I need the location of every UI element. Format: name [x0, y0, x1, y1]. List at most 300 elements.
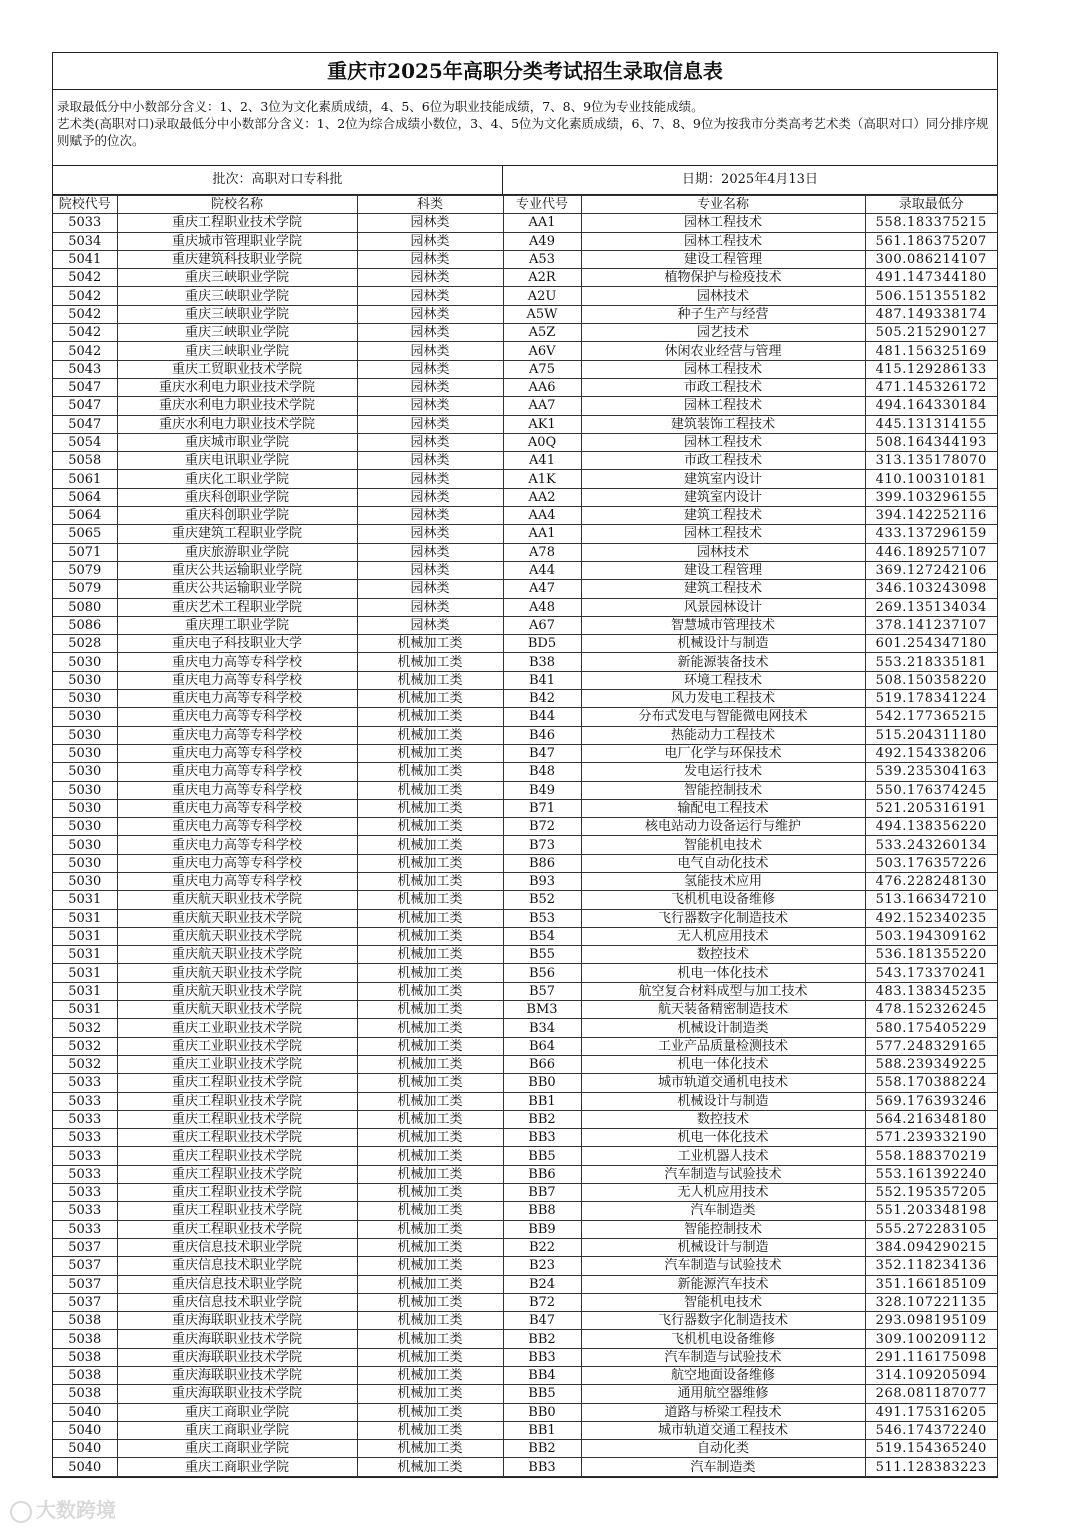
table-row [53, 763, 997, 781]
cell-school-code: 5031 [53, 964, 117, 982]
cell-min-score: 546.174372240 [865, 1421, 997, 1439]
cell-school-code: 5030 [53, 799, 117, 817]
header-school-name: 院校名称 [117, 196, 357, 214]
cell-category: 园林类 [357, 415, 503, 433]
table-row [53, 232, 997, 250]
cell-school-code: 5037 [53, 1238, 117, 1256]
cell-min-score: 503.176357226 [865, 854, 997, 872]
cell-major-code: B72 [503, 1293, 581, 1311]
cell-major-name: 工业机器人技术 [581, 1147, 865, 1165]
cell-school-name: 重庆工程职业技术学院 [117, 1110, 357, 1128]
cell-major-name: 智慧城市管理技术 [581, 616, 865, 634]
cell-major-code: BB3 [503, 1348, 581, 1366]
table-row [53, 1037, 997, 1055]
cell-min-score: 503.194309162 [865, 927, 997, 945]
cell-school-code: 5043 [53, 360, 117, 378]
cell-major-code: A2R [503, 269, 581, 287]
table-row [53, 305, 997, 323]
cell-category: 园林类 [357, 397, 503, 415]
cell-min-score: 300.086214107 [865, 250, 997, 268]
table-row [53, 324, 997, 342]
cell-category: 园林类 [357, 598, 503, 616]
cell-school-name: 重庆工商职业学院 [117, 1421, 357, 1439]
cell-min-score: 491.175316205 [865, 1403, 997, 1421]
cell-school-code: 5038 [53, 1367, 117, 1385]
cell-school-name: 重庆航天职业技术学院 [117, 891, 357, 909]
cell-min-score: 553.218335181 [865, 653, 997, 671]
cell-school-code: 5030 [53, 744, 117, 762]
table-row [53, 470, 997, 488]
cell-school-name: 重庆科创职业学院 [117, 507, 357, 525]
cell-school-name: 重庆海联职业技术学院 [117, 1348, 357, 1366]
cell-major-name: 建筑装饰工程技术 [581, 415, 865, 433]
cell-category: 机械加工类 [357, 799, 503, 817]
cell-category: 园林类 [357, 433, 503, 451]
cell-category: 机械加工类 [357, 891, 503, 909]
cell-category: 机械加工类 [357, 1220, 503, 1238]
cell-school-code: 5080 [53, 598, 117, 616]
cell-school-code: 5086 [53, 616, 117, 634]
cell-major-name: 道路与桥梁工程技术 [581, 1403, 865, 1421]
table-row [53, 1165, 997, 1183]
cell-major-name: 机械设计与制造 [581, 1238, 865, 1256]
cell-school-name: 重庆电力高等专科学校 [117, 690, 357, 708]
table-row [53, 1385, 997, 1403]
cell-category: 机械加工类 [357, 1202, 503, 1220]
cell-category: 机械加工类 [357, 946, 503, 964]
table-row [53, 708, 997, 726]
cell-school-name: 重庆工业职业技术学院 [117, 1055, 357, 1073]
cell-school-code: 5033 [53, 1074, 117, 1092]
table-row [53, 1074, 997, 1092]
cell-major-code: AA7 [503, 397, 581, 415]
cell-school-code: 5031 [53, 982, 117, 1000]
cell-major-code: B42 [503, 690, 581, 708]
table-row [53, 1110, 997, 1128]
cell-major-name: 电厂化学与环保技术 [581, 744, 865, 762]
cell-category: 园林类 [357, 250, 503, 268]
cell-min-score: 346.103243098 [865, 580, 997, 598]
cell-school-code: 5030 [53, 726, 117, 744]
cell-school-code: 5037 [53, 1275, 117, 1293]
cell-category: 机械加工类 [357, 1147, 503, 1165]
cell-category: 机械加工类 [357, 1421, 503, 1439]
table-row [53, 1202, 997, 1220]
cell-school-code: 5031 [53, 946, 117, 964]
cell-major-name: 城市轨道交通工程技术 [581, 1421, 865, 1439]
cell-major-code: BB6 [503, 1165, 581, 1183]
cell-school-name: 重庆海联职业技术学院 [117, 1330, 357, 1348]
table-row [53, 690, 997, 708]
cell-school-name: 重庆旅游职业学院 [117, 543, 357, 561]
cell-category: 机械加工类 [357, 708, 503, 726]
cell-category: 园林类 [357, 470, 503, 488]
cell-school-name: 重庆航天职业技术学院 [117, 964, 357, 982]
cell-major-code: A67 [503, 616, 581, 634]
cell-major-code: BB2 [503, 1110, 581, 1128]
cell-major-code: BB7 [503, 1184, 581, 1202]
cell-major-code: BB5 [503, 1385, 581, 1403]
table-row [53, 1184, 997, 1202]
cell-category: 机械加工类 [357, 1001, 503, 1019]
cell-major-code: BB0 [503, 1074, 581, 1092]
cell-major-name: 机电一体化技术 [581, 1055, 865, 1073]
cell-category: 机械加工类 [357, 1440, 503, 1458]
cell-min-score: 515.204311180 [865, 726, 997, 744]
cell-category: 机械加工类 [357, 1330, 503, 1348]
table-row [53, 671, 997, 689]
cell-school-code: 5040 [53, 1421, 117, 1439]
cell-school-code: 5042 [53, 287, 117, 305]
cell-category: 机械加工类 [357, 854, 503, 872]
cell-major-name: 建筑工程技术 [581, 507, 865, 525]
cell-school-code: 5064 [53, 488, 117, 506]
cell-major-code: A2U [503, 287, 581, 305]
cell-school-name: 重庆化工职业学院 [117, 470, 357, 488]
cell-school-name: 重庆工业职业技术学院 [117, 1019, 357, 1037]
cell-school-name: 重庆建筑工程职业学院 [117, 525, 357, 543]
cell-school-code: 5047 [53, 415, 117, 433]
table-row [53, 214, 997, 232]
cell-major-code: A49 [503, 232, 581, 250]
cell-major-code: B34 [503, 1019, 581, 1037]
table-row [53, 836, 997, 854]
cell-major-code: A53 [503, 250, 581, 268]
table-row [53, 781, 997, 799]
cell-category: 机械加工类 [357, 982, 503, 1000]
cell-major-code: BB3 [503, 1129, 581, 1147]
cell-min-score: 505.215290127 [865, 324, 997, 342]
cell-school-name: 重庆海联职业技术学院 [117, 1367, 357, 1385]
cell-school-code: 5028 [53, 635, 117, 653]
cell-major-name: 自动化类 [581, 1440, 865, 1458]
cell-major-code: AA6 [503, 378, 581, 396]
table-row [53, 433, 997, 451]
cell-major-code: BB3 [503, 1458, 581, 1476]
cell-min-score: 269.135134034 [865, 598, 997, 616]
cell-school-code: 5038 [53, 1385, 117, 1403]
cell-major-code: B56 [503, 964, 581, 982]
cell-min-score: 551.203348198 [865, 1202, 997, 1220]
cell-school-code: 5032 [53, 1055, 117, 1073]
note-line: 录取最低分中小数部分含义：1、2、3位为文化素质成绩，4、5、6位为职业技能成绩，7、8、9位为专业技能成绩。 [57, 99, 704, 114]
cell-min-score: 478.152326245 [865, 1001, 997, 1019]
table-row [53, 507, 997, 525]
cell-category: 园林类 [357, 616, 503, 634]
cell-major-name: 汽车制造类 [581, 1202, 865, 1220]
cell-min-score: 483.138345235 [865, 982, 997, 1000]
cell-school-code: 5038 [53, 1330, 117, 1348]
table-row [53, 1257, 997, 1275]
cell-school-code: 5030 [53, 781, 117, 799]
table-row [53, 415, 997, 433]
cell-school-name: 重庆电子科技职业大学 [117, 635, 357, 653]
cell-school-name: 重庆航天职业技术学院 [117, 982, 357, 1000]
cell-school-code: 5061 [53, 470, 117, 488]
cell-major-name: 市政工程技术 [581, 378, 865, 396]
cell-category: 机械加工类 [357, 671, 503, 689]
cell-major-code: BB5 [503, 1147, 581, 1165]
cell-category: 园林类 [357, 452, 503, 470]
cell-min-score: 433.137296159 [865, 525, 997, 543]
cell-min-score: 533.243260134 [865, 836, 997, 854]
cell-min-score: 555.272283105 [865, 1220, 997, 1238]
cell-school-name: 重庆电力高等专科学校 [117, 799, 357, 817]
cell-major-code: B64 [503, 1037, 581, 1055]
cell-major-name: 无人机应用技术 [581, 1184, 865, 1202]
cell-major-code: AA1 [503, 214, 581, 232]
cell-min-score: 313.135178070 [865, 452, 997, 470]
table-row [53, 378, 997, 396]
cell-category: 园林类 [357, 287, 503, 305]
cell-min-score: 445.131314155 [865, 415, 997, 433]
cell-school-name: 重庆信息技术职业学院 [117, 1238, 357, 1256]
watermark-logo-icon [10, 1501, 32, 1523]
cell-major-code: A5Z [503, 324, 581, 342]
cell-school-code: 5058 [53, 452, 117, 470]
cell-major-code: A47 [503, 580, 581, 598]
table-row [53, 342, 997, 360]
cell-major-name: 汽车制造类 [581, 1458, 865, 1476]
cell-major-name: 市政工程技术 [581, 452, 865, 470]
cell-min-score: 328.107221135 [865, 1293, 997, 1311]
cell-category: 机械加工类 [357, 726, 503, 744]
cell-school-name: 重庆城市职业学院 [117, 433, 357, 451]
cell-school-name: 重庆工程职业技术学院 [117, 1147, 357, 1165]
cell-major-name: 植物保护与检疫技术 [581, 269, 865, 287]
cell-min-score: 399.103296155 [865, 488, 997, 506]
cell-min-score: 476.228248130 [865, 872, 997, 890]
cell-school-name: 重庆电力高等专科学校 [117, 763, 357, 781]
cell-major-code: A44 [503, 561, 581, 579]
cell-school-code: 5071 [53, 543, 117, 561]
cell-school-name: 重庆电讯职业学院 [117, 452, 357, 470]
cell-school-code: 5079 [53, 580, 117, 598]
cell-major-code: B49 [503, 781, 581, 799]
cell-school-name: 重庆工商职业学院 [117, 1440, 357, 1458]
cell-major-name: 通用航空器维修 [581, 1385, 865, 1403]
cell-major-name: 园林工程技术 [581, 433, 865, 451]
cell-major-name: 飞行器数字化制造技术 [581, 1312, 865, 1330]
batch-label: 批次：高职对口专科批 [53, 166, 503, 194]
cell-school-code: 5033 [53, 1220, 117, 1238]
cell-min-score: 369.127242106 [865, 561, 997, 579]
cell-school-code: 5042 [53, 324, 117, 342]
cell-major-name: 分布式发电与智能微电网技术 [581, 708, 865, 726]
cell-category: 机械加工类 [357, 653, 503, 671]
cell-category: 园林类 [357, 580, 503, 598]
cell-major-name: 航空地面设备维修 [581, 1367, 865, 1385]
cell-min-score: 571.239332190 [865, 1129, 997, 1147]
cell-major-name: 发电运行技术 [581, 763, 865, 781]
cell-min-score: 410.100310181 [865, 470, 997, 488]
cell-category: 机械加工类 [357, 1238, 503, 1256]
cell-school-name: 重庆工贸职业技术学院 [117, 360, 357, 378]
admission-info-sheet [52, 52, 998, 1478]
cell-min-score: 293.098195109 [865, 1312, 997, 1330]
cell-school-code: 5047 [53, 397, 117, 415]
date-label: 日期：2025年4月13日 [682, 172, 818, 187]
cell-major-code: B47 [503, 744, 581, 762]
cell-school-name: 重庆电力高等专科学校 [117, 653, 357, 671]
cell-school-code: 5030 [53, 671, 117, 689]
cell-school-code: 5042 [53, 305, 117, 323]
cell-major-code: A5W [503, 305, 581, 323]
watermark-text: 大数跨境 [36, 1498, 116, 1522]
cell-school-name: 重庆信息技术职业学院 [117, 1257, 357, 1275]
cell-min-score: 446.189257107 [865, 543, 997, 561]
cell-major-code: AA1 [503, 525, 581, 543]
table-row [53, 616, 997, 634]
cell-school-name: 重庆艺术工程职业学院 [117, 598, 357, 616]
cell-category: 机械加工类 [357, 1348, 503, 1366]
cell-min-score: 577.248329165 [865, 1037, 997, 1055]
table-row [53, 1458, 997, 1476]
cell-school-name: 重庆电力高等专科学校 [117, 836, 357, 854]
cell-school-name: 重庆三峡职业学院 [117, 269, 357, 287]
cell-min-score: 508.150358220 [865, 671, 997, 689]
table-row [53, 269, 997, 287]
cell-category: 园林类 [357, 342, 503, 360]
cell-major-code: B93 [503, 872, 581, 890]
cell-major-name: 智能控制技术 [581, 781, 865, 799]
table-row [53, 909, 997, 927]
cell-min-score: 542.177365215 [865, 708, 997, 726]
cell-school-name: 重庆电力高等专科学校 [117, 744, 357, 762]
cell-school-code: 5079 [53, 561, 117, 579]
cell-major-name: 园林工程技术 [581, 360, 865, 378]
table-row [53, 726, 997, 744]
cell-school-name: 重庆三峡职业学院 [117, 342, 357, 360]
cell-major-name: 汽车制造与试验技术 [581, 1257, 865, 1275]
cell-major-name: 新能源汽车技术 [581, 1275, 865, 1293]
cell-school-code: 5031 [53, 1001, 117, 1019]
cell-school-name: 重庆公共运输职业学院 [117, 561, 357, 579]
cell-min-score: 268.081187077 [865, 1385, 997, 1403]
cell-category: 机械加工类 [357, 1165, 503, 1183]
table-row [53, 818, 997, 836]
cell-school-name: 重庆电力高等专科学校 [117, 781, 357, 799]
cell-school-name: 重庆工程职业技术学院 [117, 214, 357, 232]
cell-major-name: 汽车制造与试验技术 [581, 1165, 865, 1183]
cell-min-score: 494.164330184 [865, 397, 997, 415]
cell-school-code: 5038 [53, 1348, 117, 1366]
cell-school-code: 5064 [53, 507, 117, 525]
cell-school-name: 重庆信息技术职业学院 [117, 1293, 357, 1311]
cell-major-name: 航天装备精密制造技术 [581, 1001, 865, 1019]
cell-category: 机械加工类 [357, 744, 503, 762]
cell-major-code: BB1 [503, 1421, 581, 1439]
cell-min-score: 492.152340235 [865, 909, 997, 927]
cell-school-name: 重庆工业职业技术学院 [117, 1037, 357, 1055]
cell-category: 园林类 [357, 507, 503, 525]
cell-school-code: 5030 [53, 653, 117, 671]
cell-min-score: 552.195357205 [865, 1184, 997, 1202]
cell-school-name: 重庆建筑科技职业学院 [117, 250, 357, 268]
cell-category: 园林类 [357, 543, 503, 561]
cell-school-code: 5047 [53, 378, 117, 396]
table-row [53, 964, 997, 982]
cell-major-name: 园林技术 [581, 543, 865, 561]
cell-major-code: BB0 [503, 1403, 581, 1421]
cell-major-name: 智能控制技术 [581, 1220, 865, 1238]
cell-major-name: 飞行器数字化制造技术 [581, 909, 865, 927]
cell-min-score: 508.164344193 [865, 433, 997, 451]
table-row [53, 561, 997, 579]
cell-major-name: 机电一体化技术 [581, 964, 865, 982]
cell-category: 机械加工类 [357, 1257, 503, 1275]
cell-school-name: 重庆工程职业技术学院 [117, 1202, 357, 1220]
cell-school-name: 重庆水利电力职业技术学院 [117, 415, 357, 433]
cell-min-score: 519.178341224 [865, 690, 997, 708]
cell-school-name: 重庆航天职业技术学院 [117, 946, 357, 964]
table-row [53, 1147, 997, 1165]
cell-category: 机械加工类 [357, 927, 503, 945]
cell-major-name: 数控技术 [581, 1110, 865, 1128]
cell-category: 机械加工类 [357, 1092, 503, 1110]
cell-min-score: 394.142252116 [865, 507, 997, 525]
cell-school-name: 重庆城市管理职业学院 [117, 232, 357, 250]
table-body [53, 214, 997, 1476]
cell-min-score: 588.239349225 [865, 1055, 997, 1073]
cell-major-code: BB8 [503, 1202, 581, 1220]
cell-school-code: 5031 [53, 891, 117, 909]
cell-school-name: 重庆电力高等专科学校 [117, 872, 357, 890]
cell-school-name: 重庆工程职业技术学院 [117, 1129, 357, 1147]
cell-major-code: B73 [503, 836, 581, 854]
cell-school-code: 5040 [53, 1440, 117, 1458]
cell-major-name: 种子生产与经营 [581, 305, 865, 323]
cell-major-name: 飞机机电设备维修 [581, 1330, 865, 1348]
cell-school-name: 重庆三峡职业学院 [117, 324, 357, 342]
cell-category: 机械加工类 [357, 1037, 503, 1055]
cell-category: 园林类 [357, 232, 503, 250]
cell-school-name: 重庆水利电力职业技术学院 [117, 397, 357, 415]
cell-major-name: 氢能技术应用 [581, 872, 865, 890]
cell-category: 机械加工类 [357, 1184, 503, 1202]
cell-category: 园林类 [357, 214, 503, 232]
cell-category: 机械加工类 [357, 964, 503, 982]
cell-min-score: 491.147344180 [865, 269, 997, 287]
cell-school-name: 重庆公共运输职业学院 [117, 580, 357, 598]
table-row [53, 525, 997, 543]
cell-school-name: 重庆工商职业学院 [117, 1458, 357, 1476]
cell-major-name: 智能机电技术 [581, 836, 865, 854]
cell-major-code: AA4 [503, 507, 581, 525]
cell-school-name: 重庆海联职业技术学院 [117, 1312, 357, 1330]
cell-major-code: B23 [503, 1257, 581, 1275]
cell-school-name: 重庆工商职业学院 [117, 1403, 357, 1421]
cell-school-code: 5033 [53, 1184, 117, 1202]
table-row [53, 1220, 997, 1238]
watermark [10, 1494, 116, 1523]
table-row [53, 799, 997, 817]
cell-school-code: 5032 [53, 1037, 117, 1055]
table-row [53, 1055, 997, 1073]
cell-major-name: 园林工程技术 [581, 232, 865, 250]
cell-school-code: 5033 [53, 1092, 117, 1110]
table-row [53, 1367, 997, 1385]
note-line: 艺术类(高职对口)录取最低分中小数部分含义：1、2位为综合成绩小数位，3、4、5位为文化素质成绩，6、7、8、9位为按我市分类高考艺术类（高职对口）同分排序规则赋予的位次。 [57, 116, 989, 148]
cell-category: 园林类 [357, 488, 503, 506]
cell-major-name: 城市轨道交通机电技术 [581, 1074, 865, 1092]
cell-school-code: 5034 [53, 232, 117, 250]
table-row [53, 1129, 997, 1147]
cell-category: 机械加工类 [357, 818, 503, 836]
cell-school-code: 5030 [53, 836, 117, 854]
cell-min-score: 561.186375207 [865, 232, 997, 250]
cell-school-code: 5054 [53, 433, 117, 451]
